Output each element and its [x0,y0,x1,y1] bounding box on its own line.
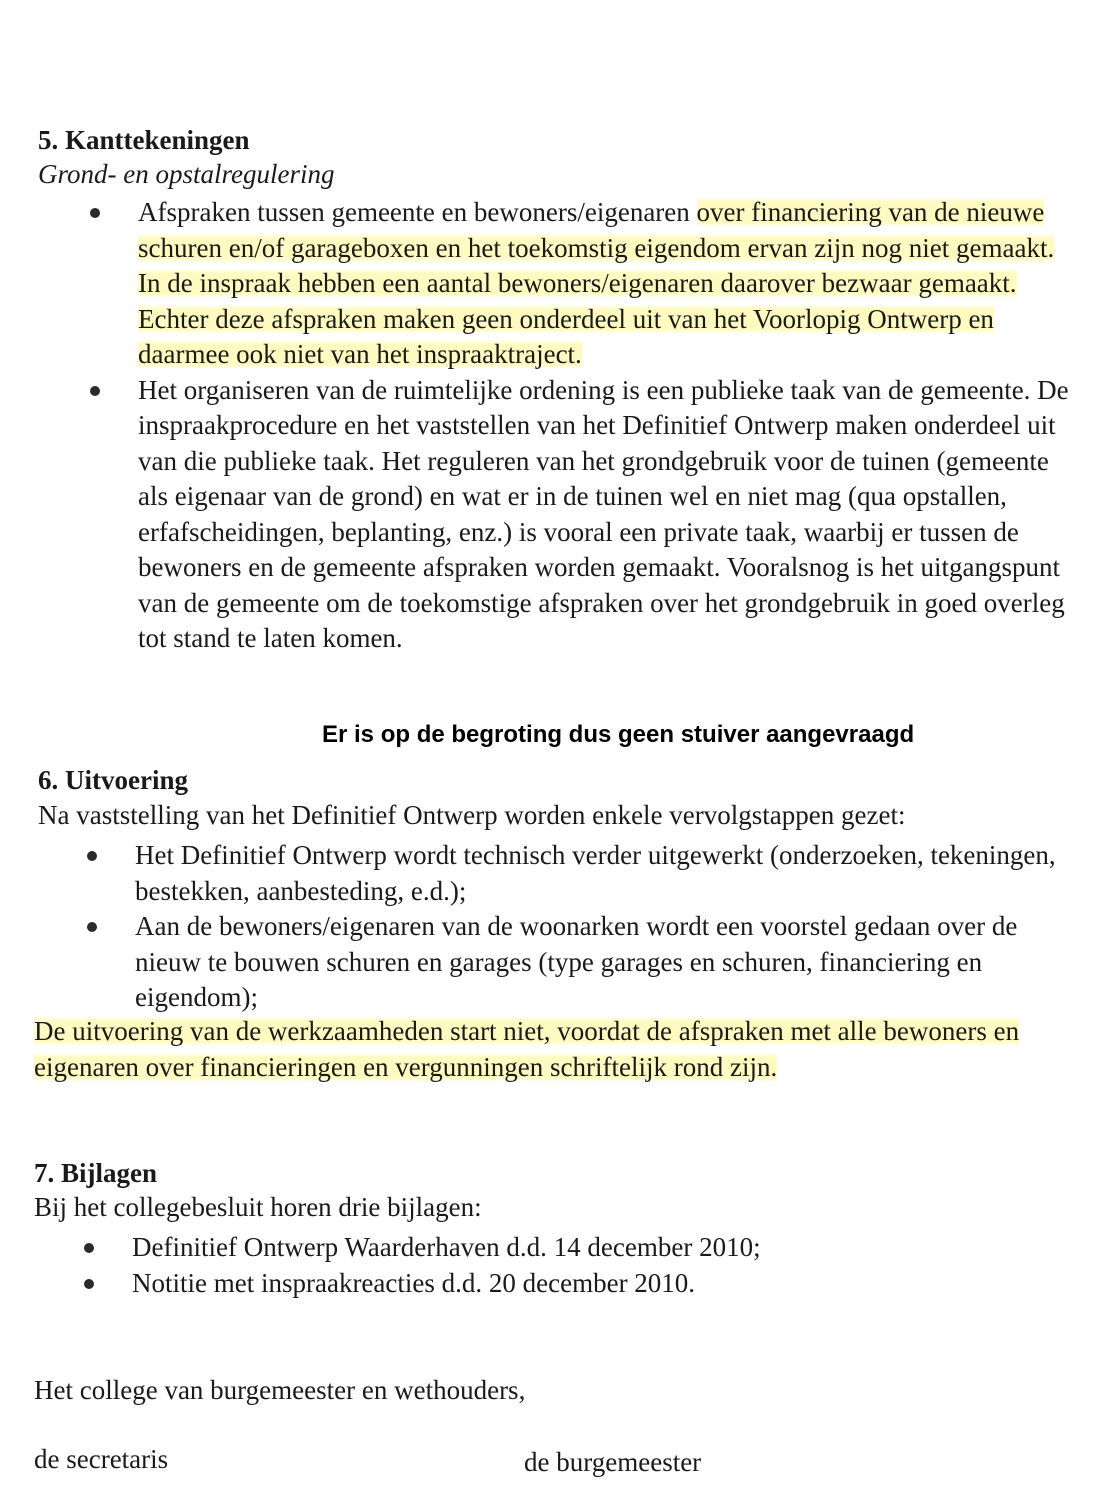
section-5-bullet-2 [138,373,1083,657]
section-6-bullet-2 [135,909,1080,1016]
bullet-dot-icon [90,386,100,396]
highlighted-text: over financiering van de nieuwe schuren en/of garageboxen en het toekomstig eigendom ervan zijn nog niet gemaakt. In de inspraak hebben een aantal bewoners/eigenaren daarover bezwaar gemaakt. Echter deze afspraken maken geen onderdeel uit van het Voorlopig Ontwerp en daarmee ook niet van het inspraaktraject. [138,197,1055,369]
bullet-2-text: Het organiseren van de ruimtelijke ordening is een publieke taak van de gemeente. De inspraakprocedure en het vaststellen van het Definitief Ontwerp maken onderdeel uit van die publieke taak. Het reguleren van het grondgebruik voor de tuinen (gemeente als eigenaar van de grond) en wat er in de tuinen wel en niet mag (qua opstallen, erfafscheidingen, beplanting, enz.) is vooral een private taak, waarbij er tussen de bewoners en de gemeente afspraken worden gemaakt. Vooralsnog is het uitgangspunt van de gemeente om de toekomstige afspraken over het grondgebruik in goed overleg tot stand te laten komen. [138,374,1069,653]
section-7-intro: Bij het collegebesluit horen drie bijlagen: [34,1192,482,1222]
bullet-dot-icon [87,851,97,861]
bullet-1-text: Afspraken tussen gemeente en bewoners/eigenaren [138,197,697,227]
handwritten-annotation: Er is op de begroting dus geen stuiver aangevraagd [322,721,915,748]
section-5-bullet-1 [138,195,1083,373]
mayor-label: de burgemeester [524,1447,702,1477]
section-5-list [138,195,1083,657]
college-signoff: Het college van burgemeester en wethouders, [34,1375,526,1405]
bullet-dot-icon [84,1243,94,1253]
section-5-subheading: Grond- en opstalregulering [38,159,335,189]
highlighted-text: De uitvoering van de werkzaamheden start niet, voordat de afspraken met alle bewoners en eigenaren over financieringen en vergunningen schriftelijk rond zijn. [34,1016,1020,1082]
bullet-dot-icon [90,208,100,218]
bullet-text: Aan de bewoners/eigenaren van de woonarken wordt een voorstel gedaan over de nieuw te bouwen schuren en garages (type garages en schuren, financiering en eigendom); [135,911,1018,1012]
bullet-text: Definitief Ontwerp Waarderhaven d.d. 14 december 2010; [132,1232,761,1262]
secretary-label: de secretaris [34,1444,169,1474]
section-6-heading: 6. Uitvoering [38,765,188,795]
section-7-heading: 7. Bijlagen [34,1158,158,1188]
bullet-dot-icon [87,922,97,932]
section-7-bullet-1 [132,1230,1077,1266]
section-6-intro: Na vaststelling van het Definitief Ontwerp worden enkele vervolgstappen gezet: [38,800,906,830]
section-6-bullet-1 [135,838,1080,909]
section-6-list [135,838,1080,1016]
bullet-text: Het Definitief Ontwerp wordt technisch verder uitgewerkt (onderzoeken, tekeningen, bestekken, aanbesteding, e.d.); [135,840,1056,906]
section-6-closing [34,1014,1064,1085]
bullet-dot-icon [84,1279,94,1289]
section-7-list [132,1230,1077,1301]
bullet-text: Notitie met inspraakreacties d.d. 20 december 2010. [132,1267,696,1298]
section-7-bullet-2 [132,1266,1077,1302]
section-5-heading: 5. Kanttekeningen [38,125,250,155]
